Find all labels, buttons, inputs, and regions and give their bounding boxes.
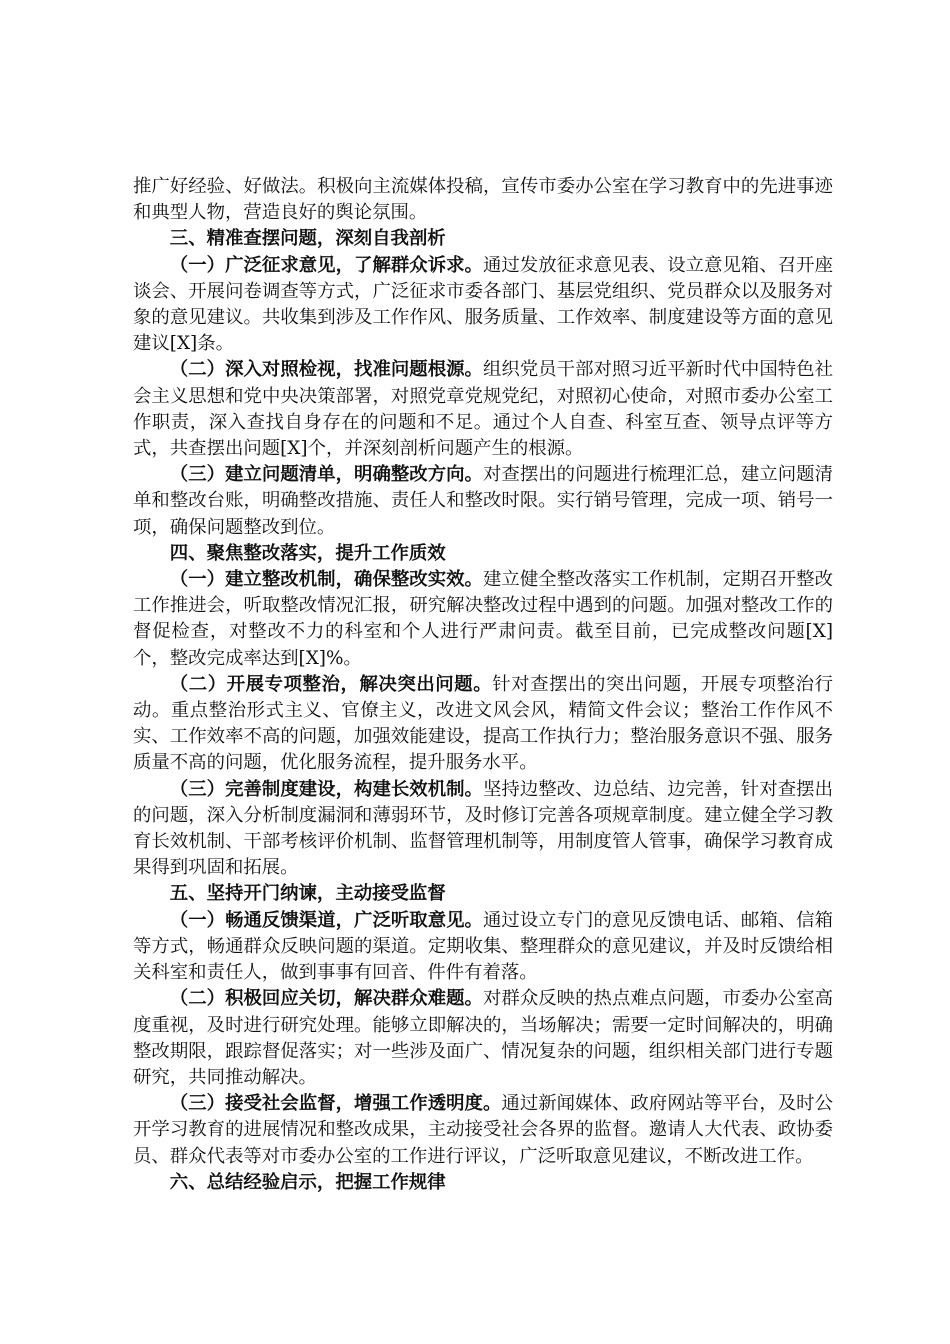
subsection-title: （二）深入对照检视，找准问题根源。 — [169, 359, 483, 381]
paragraph-text: 针对查摆出的突出问题，开展专项整治行动。重点整治形式主义、官僚主义，改进文风会风，精简文件会议；整治工作作风不实、工作效率不高的问题，加强效能建设，提高工作执行力；整治服务意识不强、服务质量不高的问题，优化服务流程，提升服务水平。 — [133, 673, 833, 774]
paragraph-text: 坚持边整改、边总结、边完善，针对查摆出的问题，深入分析制度漏洞和薄弱环节，及时修订完善各项规章制度。建立健全学习教育长效机制、干部考核评价机制、监督管理机制等，用制度管人管事，确保学习教育成果得到巩固和拓展。 — [133, 778, 833, 879]
body-paragraph — [133, 908, 833, 987]
paragraph-text: 组织党员干部对照习近平新时代中国特色社会主义思想和党中央决策部署，对照党章党规党纪，对照初心使命，对照市委办公室工作职责，深入查找自身存在的问题和不足。通过个人自查、科室互查、领导点评等方式，共查摆出问题[X]个，并深刻剖析问题产生的根源。 — [133, 359, 833, 460]
paragraph-text: 通过发放征求意见表、设立意见箱、召开座谈会、开展问卷调查等方式，广泛征求市委各部门、基层党组织、党员群众以及服务对象的意见建议。共收集到涉及工作作风、服务质量、工作效率、制度建设等方面的意见建议[X]条。 — [133, 254, 833, 355]
subsection-title: （一）畅通反馈渠道，广泛听取意见。 — [169, 909, 483, 931]
paragraph-text: 通过新闻媒体、政府网站等平台，及时公开学习教育的进展情况和整改成果，主动接受社会各界的监督。邀请人大代表、政协委员、群众代表等对市委办公室的工作进行评议，广泛听取意见建议，不断改进工作。 — [133, 1093, 833, 1167]
subsection-title: （二）积极回应关切，解决群众难题。 — [169, 988, 483, 1010]
paragraph-text: 推广好经验、好做法。积极向主流媒体投稿，宣传市委办公室在学习教育中的先进事迹和典型人物，营造良好的舆论氛围。 — [133, 176, 833, 224]
paragraph-text: 建立健全整改落实工作机制，定期召开整改工作推进会，听取整改情况汇报，研究解决整改过程中遇到的问题。加强对整改工作的督促检查，对整改不力的科室和个人进行严肃问责。截至目前，已完成整改问题[X]个，整改完成率达到[X]%。 — [133, 569, 833, 669]
subsection-title: （一）广泛征求意见，了解群众诉求。 — [169, 254, 483, 276]
section-heading: 四、聚焦整改落实，提升工作质效 — [169, 542, 446, 564]
body-paragraph — [133, 986, 833, 1091]
section-heading: 六、总结经验启示，把握工作规律 — [169, 1171, 446, 1193]
body-paragraph — [133, 174, 833, 226]
body-paragraph — [133, 462, 833, 541]
subsection-title: （一）建立整改机制，确保整改实效。 — [169, 569, 483, 591]
subsection-title: （二）开展专项整治，解决突出问题。 — [169, 673, 493, 695]
subsection-title: （三）完善制度建设，构建长效机制。 — [169, 778, 483, 800]
section-heading: 五、坚持开门纳谏，主动接受监督 — [169, 883, 446, 905]
body-paragraph — [133, 1091, 833, 1170]
paragraph-text: 通过设立专门的意见反馈电话、邮箱、信箱等方式，畅通群众反映问题的渠道。定期收集、整理群众的意见建议，并及时反馈给相关科室和责任人，做到事事有回音、件件有着落。 — [133, 909, 833, 984]
paragraph-text: 对群众反映的热点难点问题，市委办公室高度重视，及时进行研究处理。能够立即解决的，当场解决；需要一定时间解决的，明确整改期限，跟踪督促落实；对一些涉及面广、情况复杂的问题，组织相关部门进行专题研究，共同推动解决。 — [133, 988, 833, 1088]
section-heading: 三、精准查摆问题，深刻自我剖析 — [169, 228, 446, 250]
document-body — [133, 174, 833, 1196]
subsection-title: （三）接受社会监督，增强工作透明度。 — [169, 1093, 502, 1115]
subsection-title: （三）建立问题清单，明确整改方向。 — [169, 464, 483, 486]
body-paragraph — [133, 672, 833, 777]
body-paragraph — [133, 777, 833, 882]
body-paragraph — [133, 357, 833, 462]
body-paragraph — [133, 567, 833, 672]
body-paragraph — [133, 253, 833, 358]
paragraph-text: 对查摆出的问题进行梳理汇总，建立问题清单和整改台账，明确整改措施、责任人和整改时限。实行销号管理，完成一项、销号一项，确保问题整改到位。 — [133, 464, 833, 538]
